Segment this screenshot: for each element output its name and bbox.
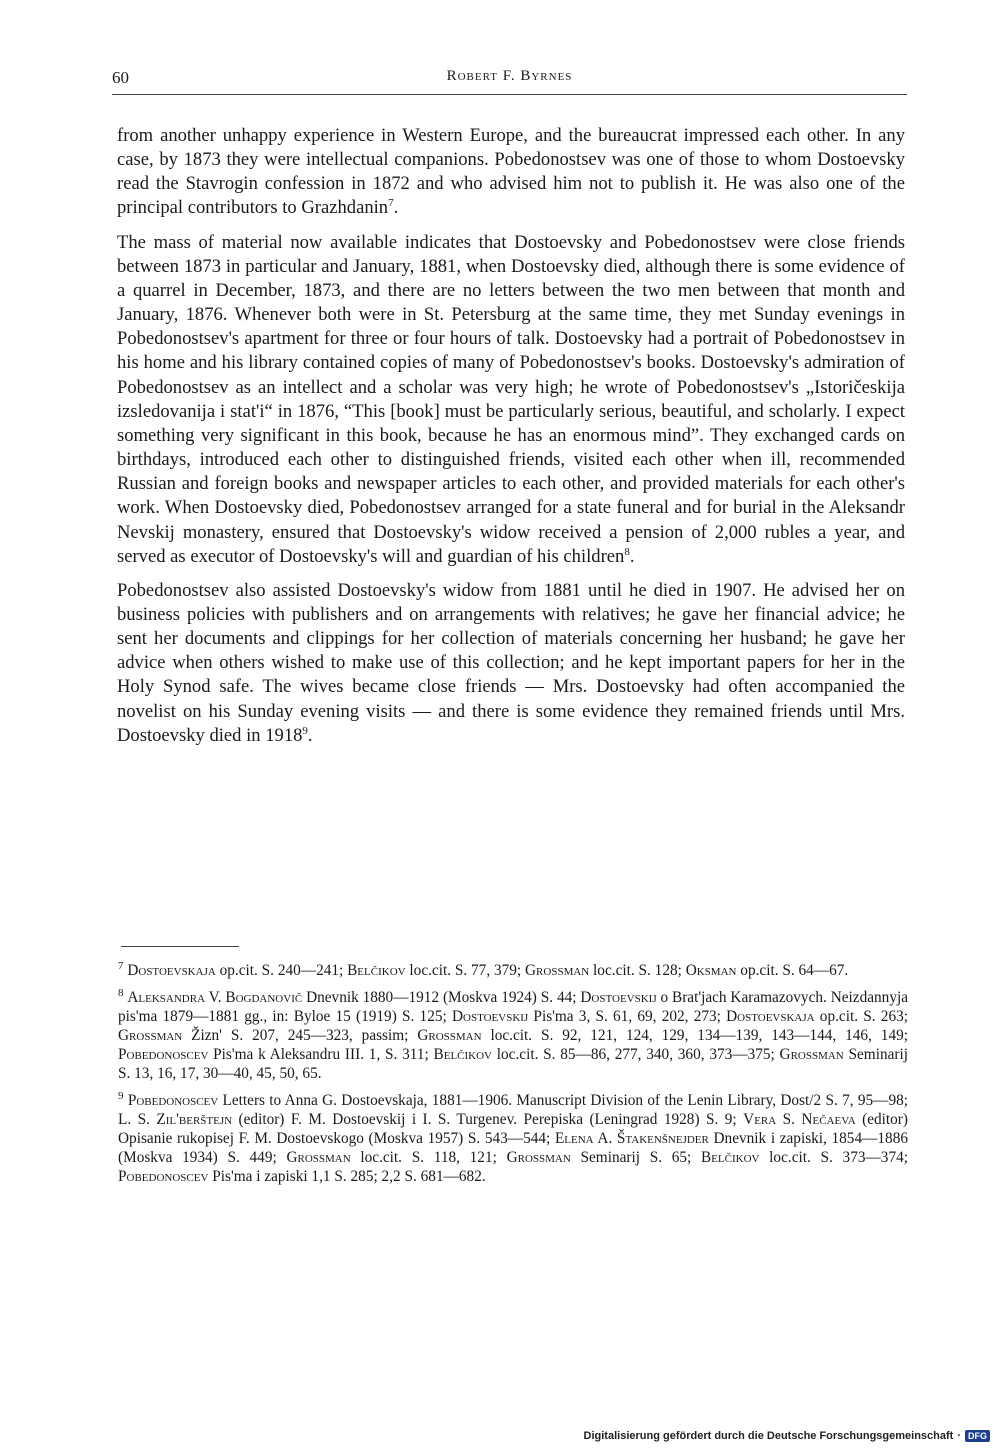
footnote-text: Žizn' S. 207, 245—323, passim; bbox=[182, 1027, 418, 1044]
footnote-author: Dostoevskij bbox=[580, 989, 657, 1006]
paragraph-3-text: Pobedonostsev also assisted Dostoevsky's widow from 1881 until he died in 1907. He advised her on business policies with publishers and on arrangements with relatives; he gave her financial advice; he sent her documents and clippings for her collection of materials concerning her husband; he gave her advice when others wished to make use of this collection; and he kept important papers for her in the Holy Synod safe. The wives became close friends — Mrs. Dostoevsky had often accompanied the novelist on his Sunday evening visits — and there is some evidence they remained friends until Mrs. Dostoevsky died in 1918 bbox=[117, 579, 905, 746]
dfg-logo-icon: DFG bbox=[965, 1430, 990, 1442]
paragraph-3-tail: . bbox=[307, 724, 313, 746]
footnote-ref-8[interactable]: 8 bbox=[624, 545, 630, 558]
page-header bbox=[112, 68, 907, 95]
footnote-author: Dostoevskaja bbox=[726, 1008, 815, 1025]
footnote-8 bbox=[118, 988, 908, 1083]
footnote-9 bbox=[118, 1091, 908, 1186]
footnote-author: Grossman bbox=[506, 1149, 571, 1166]
footnote-author: Dostoevskij bbox=[451, 1008, 529, 1025]
footnote-text: Seminarij S. 65; bbox=[570, 1149, 701, 1166]
footnote-text: Dnevnik 1880—1912 (Moskva 1924) S. 44; bbox=[302, 989, 581, 1006]
credit-text: Digitalisierung gefördert durch die Deutsche Forschungsgemeinschaft bbox=[583, 1430, 954, 1442]
credit-separator: · bbox=[957, 1430, 961, 1442]
footnote-text: (editor) F. M. Dostoevskij i I. S. Turgenev. Perepiska (Leningrad 1928) S. 9; bbox=[232, 1111, 744, 1128]
paragraph-2-tail: . bbox=[629, 545, 635, 567]
footnote-text: Pis'ma 3, S. 61, 69, 202, 273; bbox=[528, 1008, 727, 1025]
footnote-author: Dostoevskaja bbox=[127, 962, 216, 979]
footnote-author: Pobedonoscev bbox=[127, 1092, 219, 1109]
footnote-number: 7 bbox=[118, 959, 124, 972]
footnote-text: Seminarij S. 13, 16, 17, 30—40, 45, 50, 65. bbox=[118, 1046, 908, 1082]
footnote-7 bbox=[118, 961, 908, 980]
paragraph-1-tail: . bbox=[393, 197, 399, 219]
footnote-number: 8 bbox=[118, 986, 124, 999]
paragraph-1 bbox=[117, 124, 905, 221]
digitization-credit bbox=[584, 1430, 990, 1442]
footnote-text: loc.cit. S. 118, 121; bbox=[350, 1149, 507, 1166]
main-text bbox=[117, 124, 905, 758]
footnote-author: Grossman bbox=[118, 1027, 183, 1044]
footnote-text: (editor) Opisanie rukopisej F. M. Dostoevskogo (Moskva 1957) S. 543—544; bbox=[118, 1111, 908, 1147]
page-number: 60 bbox=[112, 68, 129, 87]
footnote-number: 9 bbox=[118, 1089, 124, 1102]
paragraph-2 bbox=[117, 231, 905, 569]
footnote-author: Grossman bbox=[525, 962, 590, 979]
footnote-author: Belčikov bbox=[700, 1149, 760, 1166]
footnote-ref-7[interactable]: 7 bbox=[388, 197, 394, 210]
footnote-author: Grossman bbox=[779, 1046, 844, 1063]
footnote-author: Vera S. Nečaeva bbox=[743, 1111, 856, 1128]
footnote-ref-9[interactable]: 9 bbox=[302, 724, 308, 737]
footnote-text: Pis'ma i zapiski 1,1 S. 285; 2,2 S. 681—682. bbox=[208, 1168, 486, 1185]
footnote-text: op.cit. S. 64—67. bbox=[736, 962, 849, 979]
footnote-text: loc.cit. S. 128; bbox=[589, 962, 686, 979]
paragraph-1-text: from another unhappy experience in Western Europe, and the bureaucrat impressed each other. In any case, by 1873 they were intellectual companions. Pobedonostsev was one of those to whom Dostoevsky read the Stavrogin confession in 1872 and who advised him not to publish it. He was also one of the principal contributors to Grazhdanin bbox=[117, 125, 905, 219]
footnote-author: Pobedonoscev bbox=[118, 1168, 209, 1185]
footnote-author: Pobedonoscev bbox=[118, 1046, 209, 1063]
footnote-text: loc.cit. S. 85—86, 277, 340, 360, 373—375; bbox=[492, 1046, 780, 1063]
paragraph-3 bbox=[117, 579, 905, 748]
footnote-divider bbox=[121, 946, 239, 947]
footnote-author: L. S. Zil'berštejn bbox=[118, 1111, 233, 1128]
footnote-text: Pis'ma k Aleksandru III. 1, S. 311; bbox=[208, 1046, 434, 1063]
footnote-text: loc.cit. S. 92, 121, 124, 129, 134—139, 143—144, 146, 149; bbox=[481, 1027, 909, 1044]
footnote-author: Oksman bbox=[685, 962, 737, 979]
footnote-text: Letters to Anna G. Dostoevskaja, 1881—1906. Manuscript Division of the Lenin Library, Dost/2 S. 7, 95—98; bbox=[218, 1092, 909, 1109]
running-head: Robert F. Byrnes bbox=[446, 68, 573, 84]
footnote-author: Grossman bbox=[286, 1149, 351, 1166]
footnote-author: Belčikov bbox=[347, 962, 406, 979]
footnote-text: o Brat'jach Karamazovych. Neizdannyja pis'ma 1879—1881 gg., in: Byloe 15 (1919) S. 125; bbox=[118, 989, 909, 1025]
footnote-text: op.cit. S. 263; bbox=[814, 1008, 909, 1025]
footnote-author: Elena A. Štakenšnejder bbox=[554, 1130, 709, 1147]
footnote-text: Dnevnik i zapiski, 1854—1886 (Moskva 1934) S. 449; bbox=[118, 1130, 908, 1166]
footnote-author: Belčikov bbox=[433, 1046, 492, 1063]
footnote-text: loc.cit. S. 77, 379; bbox=[405, 962, 525, 979]
paragraph-2-text: The mass of material now available indicates that Dostoevsky and Pobedonostsev were close friends between 1873 in particular and January, 1881, when Dostoevsky died, although there is some evidence of a quarrel in December, 1873, and there are no letters between the two men between that month and January, 1876. Whenever both were in St. Petersburg at the same time, they met Sunday evenings in Pobedonostsev's apartment for three or four hours of talk. Dostoevsky had a portrait of Pobedonostsev in his home and his library contained copies of many of Pobedonostsev's books. Dostoevsky's admiration of Pobedonostsev as an intellect and a scholar was very high; he wrote of Pobedonostsev's „Istoričeskija izsledovanija i stat'i“ in 1876, “This [book] must be particularly serious, beautiful, and scholarly. I expect something very significant in this book, because he has an enormous mind”. They exchanged cards on birthdays, introduced each other to distinguished friends, visited each other when ill, recommended Russian and foreign books and newspaper articles to each other, and provided materials for each other's work. When Dostoevsky died, Pobedonostsev arranged for a state funeral and for burial in the Aleksandr Nevskij monastery, ensured that Dostoevsky's widow received a pension of 2,000 rubles a year, and served as executor of Dostoevsky's will and guardian of his children bbox=[117, 231, 905, 567]
footnote-text: loc.cit. S. 373—374; bbox=[759, 1149, 908, 1166]
footnote-text: op.cit. S. 240—241; bbox=[215, 962, 348, 979]
footnote-author: Aleksandra V. Bogdanovič bbox=[127, 989, 303, 1006]
footnotes bbox=[118, 961, 908, 1194]
footnote-author: Grossman bbox=[417, 1027, 482, 1044]
